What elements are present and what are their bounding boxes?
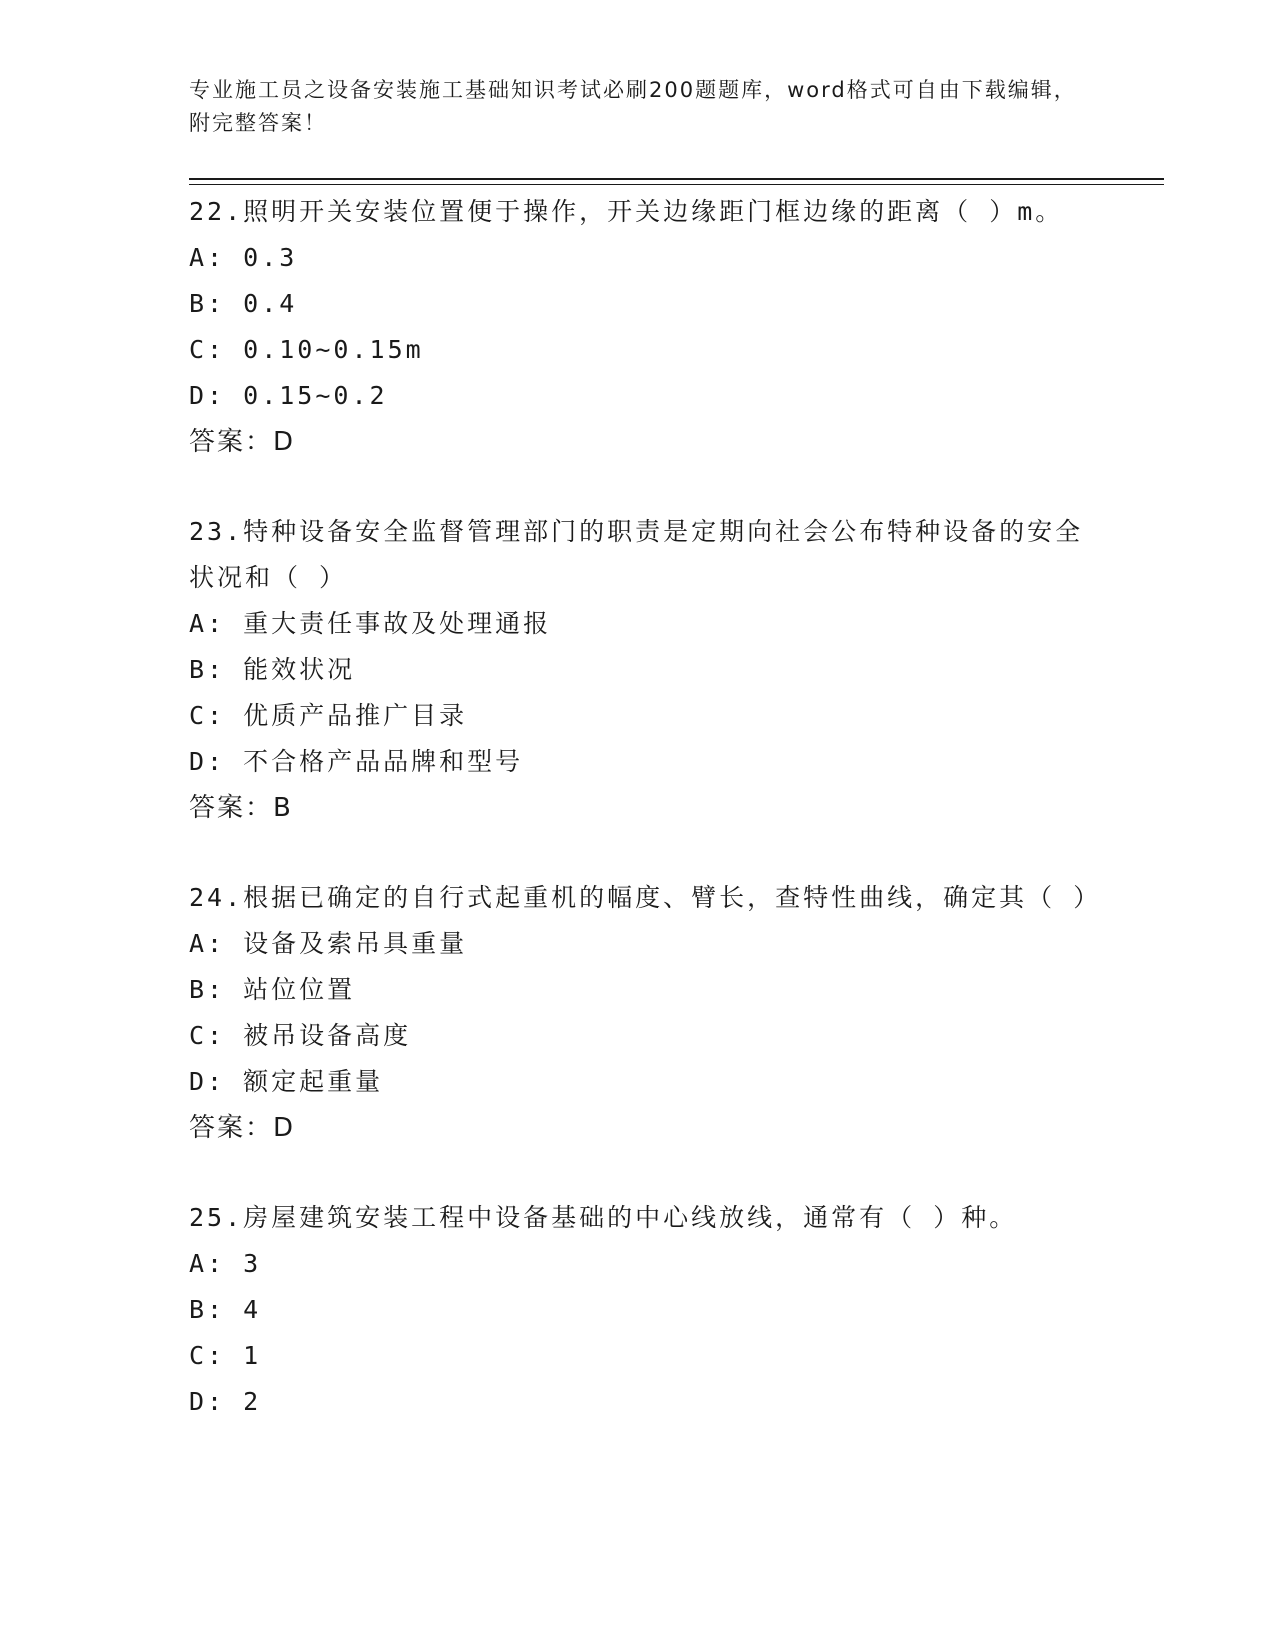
option-d: D: 2 xyxy=(189,1387,262,1416)
option-a: A: 设备及索吊具重量 xyxy=(189,929,468,958)
option-b: B: 能效状况 xyxy=(189,655,356,684)
option-b: B: 4 xyxy=(189,1295,262,1324)
question-23 xyxy=(189,509,1089,831)
answer: 答案：B xyxy=(189,793,293,823)
option-c: C: 被吊设备高度 xyxy=(189,1021,412,1050)
option-b: B: 站位位置 xyxy=(189,975,356,1004)
question-list xyxy=(189,189,1102,1469)
option-b: B: 0.4 xyxy=(189,289,298,318)
answer: 答案：D xyxy=(189,427,296,457)
option-c: C: 1 xyxy=(189,1341,262,1370)
option-a: A: 3 xyxy=(189,1249,262,1278)
question-stem: 24.根据已确定的自行式起重机的幅度、臂长，查特性曲线，确定其（ ） xyxy=(189,883,1102,912)
question-stem: 22.照明开关安装位置便于操作，开关边缘距门框边缘的距离（ ）m。 xyxy=(189,197,1064,226)
answer: 答案：D xyxy=(189,1113,296,1143)
header-divider-thin xyxy=(189,184,1164,185)
header-divider-thick xyxy=(189,178,1164,180)
option-c: C: 优质产品推广目录 xyxy=(189,701,468,730)
option-a: A: 重大责任事故及处理通报 xyxy=(189,609,552,638)
option-c: C: 0.10~0.15m xyxy=(189,335,424,364)
question-24 xyxy=(189,875,1102,1151)
option-d: D: 额定起重量 xyxy=(189,1067,384,1096)
question-stem: 25.房屋建筑安装工程中设备基础的中心线放线，通常有（ ）种。 xyxy=(189,1203,1018,1232)
document-header: 专业施工员之设备安装施工基础知识考试必刷200题题库，word格式可自由下载编辑，附完整答案！ xyxy=(189,78,1077,135)
option-d: D: 不合格产品品牌和型号 xyxy=(189,747,524,776)
question-stem: 23.特种设备安全监督管理部门的职责是定期向社会公布特种设备的安全状况和（ ） xyxy=(189,517,1084,592)
question-25 xyxy=(189,1195,1089,1425)
option-d: D: 0.15~0.2 xyxy=(189,381,388,410)
option-a: A: 0.3 xyxy=(189,243,298,272)
question-22 xyxy=(189,189,1089,465)
